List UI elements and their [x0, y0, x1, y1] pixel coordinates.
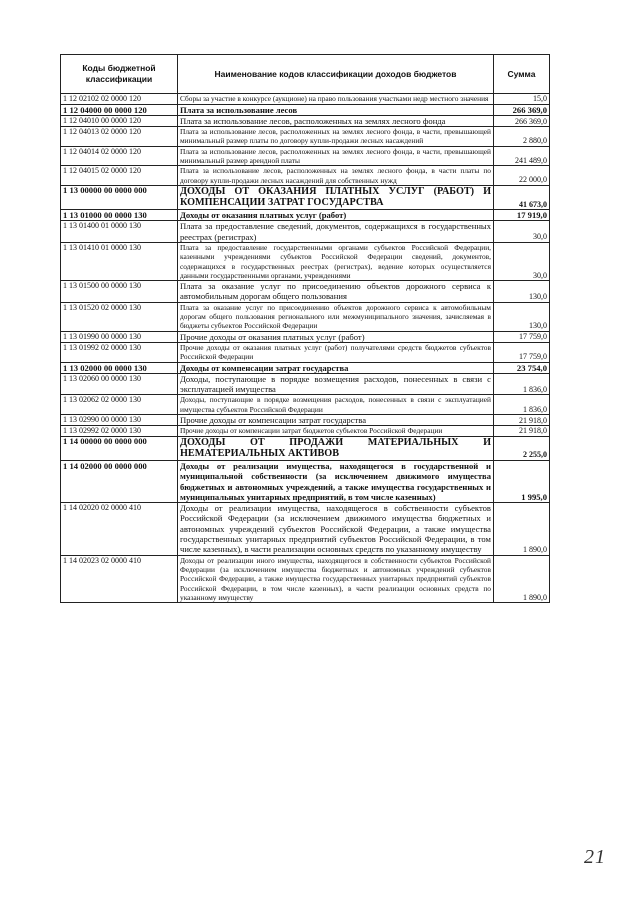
code-cell: 1 13 02990 00 0000 130: [61, 415, 178, 426]
name-cell: Плата за оказание услуг по присоединению объектов дорожного сервиса к автомобильным дорогам общего пользования регионального или межмуниципального значения, зачисляемая в бюджеты субъектов Российской Федерации: [178, 302, 494, 331]
sum-cell: 21 918,0: [494, 426, 550, 437]
name-cell: Сборы за участие в конкурсе (аукционе) на право пользования участками недр местного значения: [178, 94, 494, 105]
sum-cell: 17 919,0: [494, 210, 550, 221]
name-cell: Прочие доходы от компенсации затрат государства: [178, 415, 494, 426]
table-row: [61, 373, 550, 395]
sum-cell: 130,0: [494, 281, 550, 303]
code-cell: 1 14 02023 02 0000 410: [61, 555, 178, 602]
code-cell: 1 13 00000 00 0000 000: [61, 185, 178, 209]
table-row: [61, 460, 550, 502]
sum-cell: 241 489,0: [494, 146, 550, 166]
code-cell: 1 12 04013 02 0000 120: [61, 127, 178, 147]
name-cell: Плата за использование лесов, расположенных на землях лесного фонда, в части, превышающей минимальный размер арендной платы: [178, 146, 494, 166]
revenue-classification-table: [60, 54, 550, 603]
table-row: [61, 555, 550, 602]
code-cell: 1 13 01520 02 0000 130: [61, 302, 178, 331]
sum-cell: 15,0: [494, 94, 550, 105]
name-cell: Прочие доходы от оказания платных услуг (работ): [178, 331, 494, 342]
name-cell: Плата за использование лесов, расположенных на землях лесного фонда: [178, 115, 494, 126]
code-cell: 1 13 02060 00 0000 130: [61, 373, 178, 395]
code-cell: 1 13 01500 00 0000 130: [61, 281, 178, 303]
name-cell: ДОХОДЫ ОТ ПРОДАЖИ МАТЕРИАЛЬНЫХ И НЕМАТЕРИАЛЬНЫХ АКТИВОВ: [178, 436, 494, 460]
name-cell: Плата за использование лесов, расположенных на землях лесного фонда, в части, превышающей минимальный размер платы по договору купли-продажи лесных насаждений: [178, 127, 494, 147]
table-row: [61, 342, 550, 362]
sum-cell: 30,0: [494, 242, 550, 280]
name-cell: Прочие доходы от оказания платных услуг (работ) получателями средств бюджетов субъектов Российской Федерации: [178, 342, 494, 362]
table-row: [61, 436, 550, 460]
table-row: [61, 302, 550, 331]
table-body: [61, 94, 550, 603]
name-cell: Доходы, поступающие в порядке возмещения расходов, понесенных в связи с эксплуатацией имущества: [178, 373, 494, 395]
name-cell: Плата за использование лесов, расположенных на землях лесного фонда, в части платы по договору купли-продажи лесных насаждений для собственных нужд: [178, 166, 494, 186]
sum-cell: 130,0: [494, 302, 550, 331]
name-cell: Плата за предоставление сведений, документов, содержащихся в государственных реестрах (регистрах): [178, 221, 494, 243]
sum-cell: 23 754,0: [494, 362, 550, 373]
header-sum: Сумма: [494, 55, 550, 94]
code-cell: 1 13 01410 01 0000 130: [61, 242, 178, 280]
table-row: [61, 362, 550, 373]
table-row: [61, 281, 550, 303]
table-row: [61, 331, 550, 342]
name-cell: Плата за предоставление государственными органами субъектов Российской Федерации, казенными учреждениями субъектов Российской Федерации сведений, документов, содержащихся в государственных реестрах (регистрах), ведение которых осуществляется данными государственными органами, учреждениями: [178, 242, 494, 280]
code-cell: 1 14 02020 02 0000 410: [61, 503, 178, 555]
table-row: [61, 242, 550, 280]
table-row: [61, 221, 550, 243]
table-header-row: [61, 55, 550, 94]
code-cell: 1 13 01990 00 0000 130: [61, 331, 178, 342]
name-cell: ДОХОДЫ ОТ ОКАЗАНИЯ ПЛАТНЫХ УСЛУГ (РАБОТ) И КОМПЕНСАЦИИ ЗАТРАТ ГОСУДАРСТВА: [178, 185, 494, 209]
sum-cell: 266 369,0: [494, 104, 550, 115]
sum-cell: 41 673,0: [494, 185, 550, 209]
table-row: [61, 146, 550, 166]
sum-cell: 30,0: [494, 221, 550, 243]
sum-cell: 1 890,0: [494, 555, 550, 602]
name-cell: Плата за оказание услуг по присоединению объектов дорожного сервиса к автомобильным дорогам общего пользования: [178, 281, 494, 303]
code-cell: 1 13 02992 02 0000 130: [61, 426, 178, 437]
table-row: [61, 104, 550, 115]
table-row: [61, 115, 550, 126]
code-cell: 1 12 04015 02 0000 120: [61, 166, 178, 186]
name-cell: Прочие доходы от компенсации затрат бюджетов субъектов Российской Федерации: [178, 426, 494, 437]
header-code: Коды бюджетной классификации: [61, 55, 178, 94]
table-row: [61, 395, 550, 415]
code-cell: 1 13 01992 02 0000 130: [61, 342, 178, 362]
sum-cell: 1 995,0: [494, 460, 550, 502]
document-page: [60, 54, 549, 603]
code-cell: 1 13 02000 00 0000 130: [61, 362, 178, 373]
sum-cell: 266 369,0: [494, 115, 550, 126]
code-cell: 1 12 04014 02 0000 120: [61, 146, 178, 166]
name-cell: Доходы, поступающие в порядке возмещения расходов, понесенных в связи с эксплуатацией имущества субъектов Российской Федерации: [178, 395, 494, 415]
name-cell: Доходы от компенсации затрат государства: [178, 362, 494, 373]
table-row: [61, 503, 550, 555]
name-cell: Доходы от оказания платных услуг (работ): [178, 210, 494, 221]
table-row: [61, 415, 550, 426]
code-cell: 1 13 02062 02 0000 130: [61, 395, 178, 415]
name-cell: Плата за использование лесов: [178, 104, 494, 115]
sum-cell: 17 759,0: [494, 331, 550, 342]
table-row: [61, 94, 550, 105]
sum-cell: 21 918,0: [494, 415, 550, 426]
code-cell: 1 13 01400 01 0000 130: [61, 221, 178, 243]
sum-cell: 1 890,0: [494, 503, 550, 555]
table-row: [61, 127, 550, 147]
sum-cell: 2 880,0: [494, 127, 550, 147]
code-cell: 1 12 04010 00 0000 120: [61, 115, 178, 126]
table-row: [61, 185, 550, 209]
code-cell: 1 12 02102 02 0000 120: [61, 94, 178, 105]
sum-cell: 22 000,0: [494, 166, 550, 186]
sum-cell: 1 836,0: [494, 395, 550, 415]
page-number: 21: [584, 846, 606, 868]
table-row: [61, 426, 550, 437]
table-row: [61, 210, 550, 221]
sum-cell: 2 255,0: [494, 436, 550, 460]
name-cell: Доходы от реализации имущества, находящегося в государственной и муниципальной собственности (за исключением движимого имущества бюджетных и автономных учреждений, а также имущества государственных и муниципальных унитарных предприятий, в том числе казенных): [178, 460, 494, 502]
name-cell: Доходы от реализации имущества, находящегося в собственности субъектов Российской Федерации (за исключением движимого имущества бюджетных и автономных учреждений субъектов Российской Федерации, а также имущества государственных унитарных предприятий субъектов Российской Федерации, в том числе казенных), в части реализации основных средств по указанному имуществу: [178, 503, 494, 555]
code-cell: 1 14 00000 00 0000 000: [61, 436, 178, 460]
name-cell: Доходы от реализации иного имущества, находящегося в собственности субъектов Российской Федерации (за исключением имущества бюджетных и автономных учреждений субъектов Российской Федерации, а также имущества государственных унитарных предприятий субъектов Российской Федерации, в том числе казенных), в части реализации основных средств по указанному имуществу: [178, 555, 494, 602]
sum-cell: 1 836,0: [494, 373, 550, 395]
sum-cell: 17 759,0: [494, 342, 550, 362]
header-name: Наименование кодов классификации доходов бюджетов: [178, 55, 494, 94]
code-cell: 1 14 02000 00 0000 000: [61, 460, 178, 502]
table-row: [61, 166, 550, 186]
code-cell: 1 12 04000 00 0000 120: [61, 104, 178, 115]
code-cell: 1 13 01000 00 0000 130: [61, 210, 178, 221]
